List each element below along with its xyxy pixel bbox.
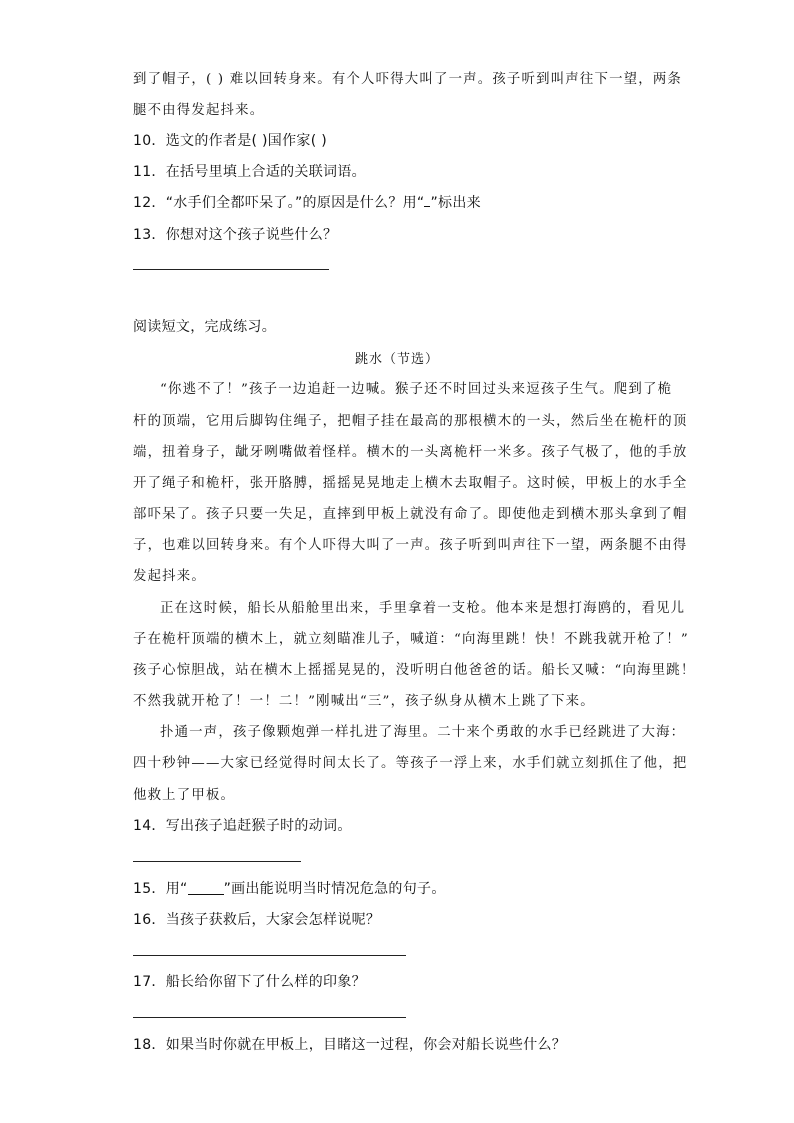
- question-14: 14．写出孩子追赶猴子时的动词。: [133, 818, 352, 834]
- passage-line: 四十秒钟——大家已经觉得时间太长了。等孩子一浮上来，水手们就立刻抓住了他，把: [133, 756, 688, 771]
- passage-line: “你逃不了！”孩子一边追赶一边喊。猴子还不时回过头来逗孩子生气。爬到了桅: [160, 382, 673, 397]
- passage-title: 跳水（节选）: [354, 352, 439, 367]
- passage-line: 他救上了甲板。: [133, 788, 236, 803]
- passage-line: 到了帽子，( ) 难以回转身来。有个人吓得大叫了一声。孩子听到叫声往下一望，两条: [133, 72, 683, 87]
- passage-line: 子，也难以回转身来。有个人吓得大叫了一声。孩子听到叫声往下一望，两条腿不由得: [133, 538, 688, 553]
- question-10: 10．选文的作者是( )国作家( ): [133, 133, 327, 149]
- question-13: 13．你想对这个孩子说些什么？: [133, 227, 338, 243]
- question-16: 16．当孩子获救后，大家会怎样说呢？: [133, 912, 381, 928]
- passage-line: 不然我就开枪了！一！二！”刚喊出“三”，孩子纵身从横木上跳了下来。: [133, 694, 595, 709]
- question-11: 11．在括号里填上合适的关联词语。: [133, 164, 366, 180]
- underline-mark: [188, 882, 224, 895]
- question-17: 17．船长给你留下了什么样的印象？: [133, 974, 366, 990]
- question-15: [133, 878, 446, 898]
- question-15-text: 15．用“: [133, 881, 188, 897]
- passage-line: 端，扭着身子，龇牙咧嘴做着怪样。横木的一头离桅杆一米多。孩子气极了，他的手放: [133, 445, 688, 460]
- passage-line: 孩子心惊胆战，站在横木上摇摇晃晃的，没听明白他爸爸的话。船长又喊：“向海里跳！: [133, 663, 696, 678]
- passage-line: 部吓呆了。孩子只要一失足，直摔到甲板上就没有命了。即使他走到横木那头拿到了帽: [133, 507, 688, 522]
- question-18: 18．如果当时你就在甲板上，目睹这一过程，你会对船长说些什么？: [133, 1037, 567, 1053]
- passage-line: 正在这时候，船长从船舱里出来，手里拿着一支枪。他本来是想打海鸥的，看见儿: [160, 601, 686, 616]
- passage-line: 发起抖来。: [133, 569, 206, 584]
- question-12: [133, 192, 481, 212]
- answer-line-16[interactable]: [133, 955, 406, 956]
- reading-instruction: 阅读短文，完成练习。: [133, 319, 276, 335]
- passage-line: 开了绳子和桅杆，张开胳膊，摇摇晃晃地走上横木去取帽子。这时候，甲板上的水手全: [133, 476, 688, 491]
- question-12-text: 12．“水手们全都吓呆了。”的原因是什么？用“: [133, 195, 425, 211]
- question-12-text-end: ”标出来: [430, 195, 481, 211]
- passage-line: 腿不由得发起抖来。: [133, 103, 265, 118]
- passage-line: 杆的顶端，它用后脚钩住绳子，把帽子挂在最高的那根横木的一头，然后坐在桅杆的顶: [133, 414, 688, 429]
- answer-line-17[interactable]: [133, 1017, 406, 1018]
- question-15-text-end: ”画出能说明当时情况危急的句子。: [223, 881, 446, 897]
- passage-line: 子在桅杆顶端的横木上，就立刻瞄准儿子，喊道：“向海里跳！快！不跳我就开枪了！”: [133, 632, 689, 647]
- passage-line: 扑通一声，孩子像颗炮弹一样扎进了海里。二十来个勇敢的水手已经跳进了大海：: [160, 725, 686, 740]
- answer-line-14[interactable]: [133, 861, 301, 862]
- answer-line-13[interactable]: [133, 269, 329, 270]
